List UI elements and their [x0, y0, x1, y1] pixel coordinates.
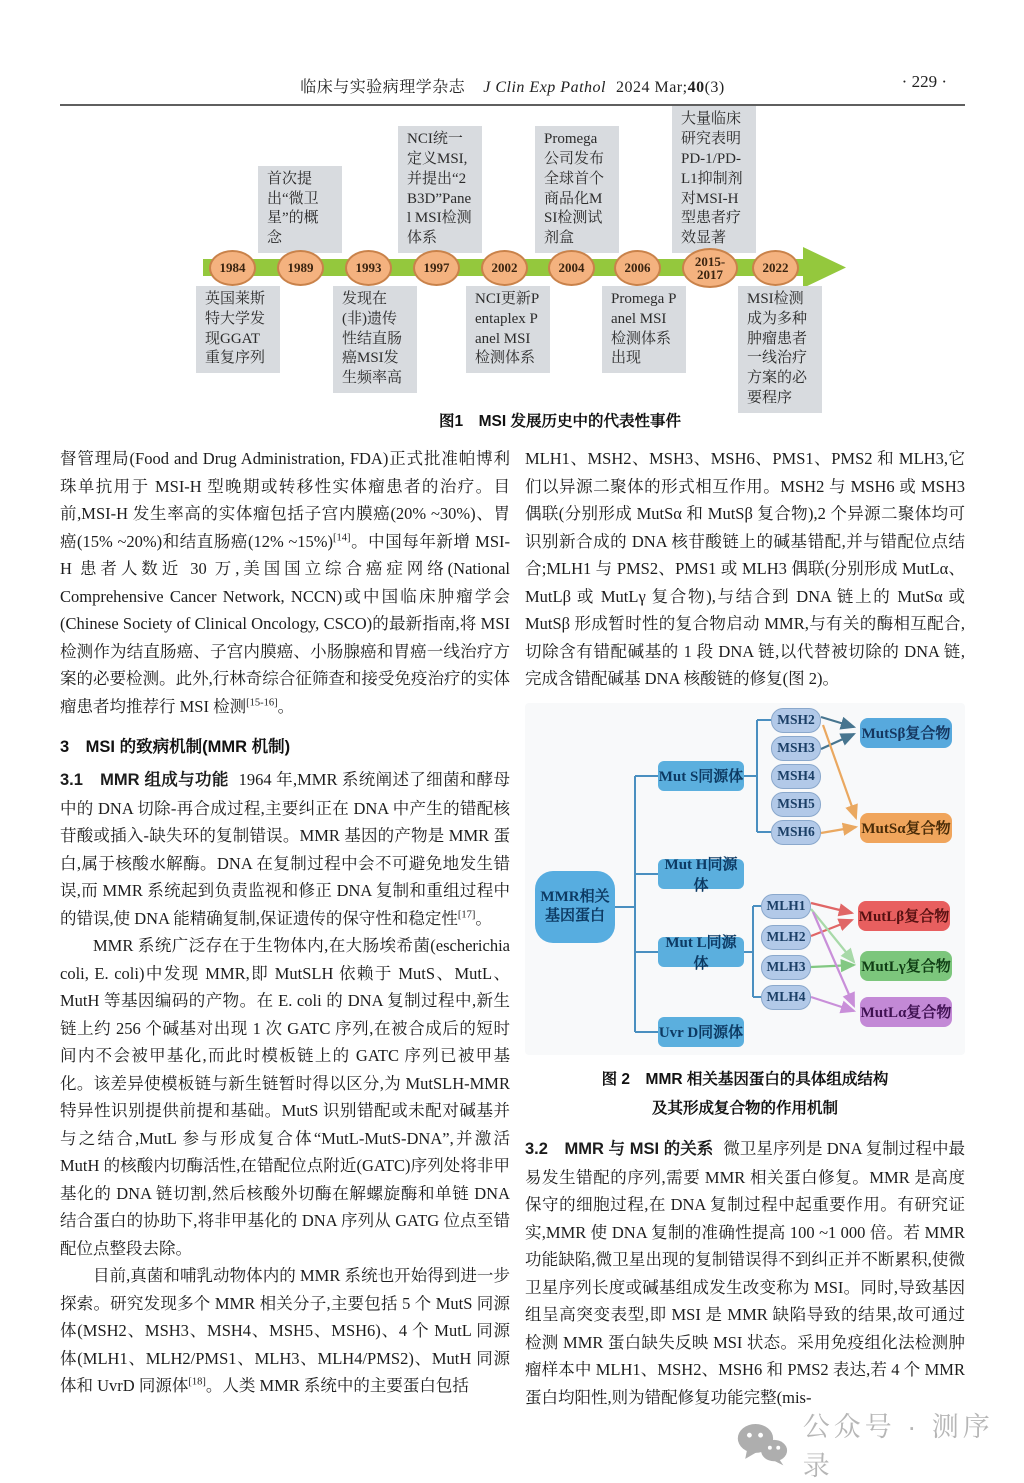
timeline-node-1997: 1997: [413, 250, 460, 286]
paragraph-3-2: 3.2 MMR 与 MSI 的关系 微卫星序列是 DNA 复制过程中最易发生错配的序列,需要 MMR 相关蛋白修复。MMR 是高度保守的细胞过程,在 DNA 复制过程中起重要作用。有研究证实,MMR 使 DNA 复制的准确性提高 100 ~1 000 倍。若 MMR 功能缺陷,微卫星出现的复制错误得不到纠正并不断累积,使微卫星序列长度或碱基组成发生改变称为 MSI。同时,导致基因组呈高突变表型,即 MSI 是 MMR 缺陷导致的结果,故可通过检测 MMR 蛋白缺失反映 MSI 状态。采用免疫组化法检测肿瘤样本中 MLH1、MSH2、MSH6 和 PMS2 表达,若 4 个 MMR 蛋白均阳性,则为错配修复功能完整(mis-: [525, 1139, 965, 1407]
timeline-event-1984: 英国莱斯特大学发现GGAT重复序列: [196, 286, 280, 373]
figure2-root-node: MMR相关基因蛋白: [535, 871, 615, 943]
timeline-node-2002: 2002: [481, 250, 528, 286]
timeline-event-1993: 发现在(非)遗传性结直肠癌MSI发生频率高: [333, 286, 417, 393]
figure2-diagram: [525, 703, 965, 1055]
timeline-node-2015-2017: 2015-2017: [682, 248, 738, 288]
paragraph: 督管理局(Food and Drug Administration, FDA)正式批准帕博利珠单抗用于 MSI-H 型晚期或转移性实体瘤患者的治疗。目前,MSI-H 发生率高的实体瘤包括子宫内膜癌(20% ~30%)、胃癌(15% ~20%)和结直肠癌(12% ~15%)[14]。中国每年新增 MSI-H 患者人数近 30 万,美国国立综合癌症网络(National Comprehensive Cancer Network, NCCN)或中国临床肿瘤学会(Chinese Society of Clinical Oncology, CSCO)的最新指南,将 MSI 检测作为结直肠癌、子宫内膜癌、小肠腺癌和胃癌一线治疗方案的必要检测。此外,行林奇综合征筛查和接受免疫治疗的实体瘤患者均推荐行 MSI 检测[15-16]。: [60, 449, 510, 716]
right-column: [525, 445, 965, 1411]
figure2-mutl-homolog: Mut L同源体: [658, 937, 744, 967]
figure2-msh3: MSH3: [771, 736, 821, 761]
timeline-node-1993: 1993: [345, 250, 392, 286]
timeline-event-2015-2017: 大量临床研究表明PD-1/PD-L1抑制剂对MSI-H型患者疗效显著: [672, 106, 756, 253]
watermark: [735, 1405, 1024, 1483]
timeline-node-1984: 1984: [209, 250, 256, 286]
figure2-caption: [525, 1065, 965, 1124]
figure2-muth-homolog: Mut H同源体: [658, 859, 744, 889]
page-header: [60, 68, 965, 106]
figure1-timeline: [195, 111, 850, 406]
timeline-event-2002: NCI更新Pentaplex Panel MSI检测体系: [466, 286, 550, 373]
journal-title-en: J Clin Exp Pathol: [483, 79, 606, 96]
journal-title-cn: 临床与实验病理学杂志: [300, 79, 466, 96]
section3-1-label: 3.1 MMR 组成与功能: [60, 771, 229, 789]
figure2-uvrd-homolog: Uvr D同源体: [658, 1017, 744, 1047]
figure2-mutsa-complex: MutSα复合物: [860, 813, 952, 843]
figure2-mutlb-complex: MutLβ复合物: [858, 901, 950, 931]
timeline-event-2022: MSI检测成为多种肿瘤患者一线治疗方案的必要程序: [738, 286, 822, 413]
section3-heading: 3 MSI 的致病机制(MMR 机制): [60, 738, 291, 756]
timeline-node-2004: 2004: [548, 250, 595, 286]
figure2-msh2: MSH2: [771, 708, 821, 733]
timeline-event-1989: 首次提出“微卫星”的概念: [258, 166, 342, 253]
figure1-caption: 图1 MSI 发展历史中的代表性事件: [439, 413, 681, 430]
left-column: [60, 445, 510, 1411]
paragraph: MLH1、MSH2、MSH3、MSH6、PMS1、PMS2 和 MLH3,它们以异源二聚体的形式相互作用。MSH2 与 MSH6 或 MSH3 偶联(分别形成 MutSα 和 MutSβ 复合物),2 个异源二聚体均可识别新合成的 DNA 核苷酸链上的碱基错配,并与错配位点结合;MLH1 与 PMS2、PMS1 或 MLH3 偶联(分别形成 MutLα、MutLβ 或 MutLγ 复合物),与结合到 DNA 链上的 MutSα 或 MutSβ 形成暂时性的复合物启动 MMR,与有关的酶相互配合,切除含有错配碱基的 1 段 DNA 链,以代替被切除的 DNA 链,完成含错配碱基 DNA 核酸链的修复(图 2)。: [525, 449, 965, 688]
paragraph: MMR 系统广泛存在于生物体内,在大肠埃希菌(escherichia coli, E. coli)中发现 MMR,即 MutSLH 依赖于 MutS、MutL、MutH 等基因编码的产物。在 E. coli 的 DNA 复制过程中,新生链上约 256 个碱基对出现 1 次 GATC 序列,在被合成后的短时间内不会被甲基化,而此时模板链上的 GATC 序列已被甲基化。该差异使模板链与新生链暂时得以区分,为 MutSLH-MMR 特异性识别提供前提和基础。MutS 识别错配或未配对碱基并与之结合,MutL 参与形成复合体“MutL-MutS-DNA”,并激活 MutH 的核酸内切酶活性,在错配位点附近(GATC)序列处将非甲基化的 DNA 链切割,然后核酸外切酶在解螺旋酶和单链 DNA 结合蛋白的协助下,将非甲基化的 DNA 序列从 GATG 位点至错配位点整段去除。: [60, 936, 510, 1258]
paragraph: 目前,真菌和哺乳动物体内的 MMR 系统也开始得到进一步探索。研究发现多个 MMR 相关分子,主要包括 5 个 MutS 同源体(MSH2、MSH3、MSH4、MSH5、MSH6)、4 个 MutL 同源体(MLH1、MLH2/PMS1、MLH3、MLH4/PMS2)、MutH 同源体和 UvrD 同源体[18]。人类 MMR 系统中的主要蛋白包括: [60, 1266, 510, 1395]
figure1: [60, 111, 965, 431]
watermark-text: 公众号 · 测序录: [802, 1412, 994, 1481]
figure2-mlh4: MLH4: [761, 985, 811, 1010]
figure2-mlh1: MLH1: [761, 894, 811, 919]
timeline-node-1989: 1989: [277, 250, 324, 286]
timeline-event-2004: Promega公司发布全球首个商品化MSI检测试剂盒: [535, 126, 619, 253]
figure2-caption-line1: 图 2 MMR 相关基因蛋白的具体组成结构: [601, 1070, 889, 1088]
page-number: · 229 ·: [901, 72, 947, 91]
paragraph-3-1: 3.1 MMR 组成与功能 1964 年,MMR 系统阐述了细菌和酵母中的 DNA 切除-再合成过程,主要纠正在 DNA 中产生的错配核苷酸或插入-缺失环的复制错误。MMR 基因的产物是 MMR 蛋白,属于核酸水解酶。DNA 在复制过程中会不可避免地发生错误,而 MMR 系统起到负责监视和修正 DNA 复制和重组过程中的错误,使 DNA 能精确复制,保证遗传的保守性和稳定性[17]。: [60, 770, 510, 928]
timeline-event-2006: Promega Panel MSI检测体系出现: [602, 286, 686, 373]
figure2-mlh2: MLH2: [761, 925, 811, 950]
figure2-caption-line2: 及其形成复合物的作用机制: [651, 1099, 838, 1117]
figure2-msh4: MSH4: [771, 764, 821, 789]
section3-2-label: 3.2 MMR 与 MSI 的关系: [525, 1140, 714, 1159]
figure2-msh5: MSH5: [771, 792, 821, 817]
article-body: [60, 445, 965, 1411]
figure2-muts-homolog: Mut S同源体: [658, 761, 744, 791]
timeline-event-1997: NCI统一定义MSI,并提出“2B3D”Panel MSI检测体系: [398, 126, 482, 253]
figure2-mutsb-complex: MutSβ复合物: [860, 718, 952, 748]
figure2-msh6: MSH6: [771, 820, 821, 845]
wechat-icon: [735, 1420, 791, 1468]
figure2-mutla-complex: MutLα复合物: [860, 997, 952, 1027]
timeline-node-2006: 2006: [614, 250, 661, 286]
journal-line: [60, 74, 965, 97]
figure2-mutlg-complex: MutLγ复合物: [860, 951, 952, 981]
figure2-mlh3: MLH3: [761, 955, 811, 980]
timeline-node-2022: 2022: [752, 250, 799, 286]
journal-issue: 2024 Mar;40(3): [615, 79, 725, 96]
